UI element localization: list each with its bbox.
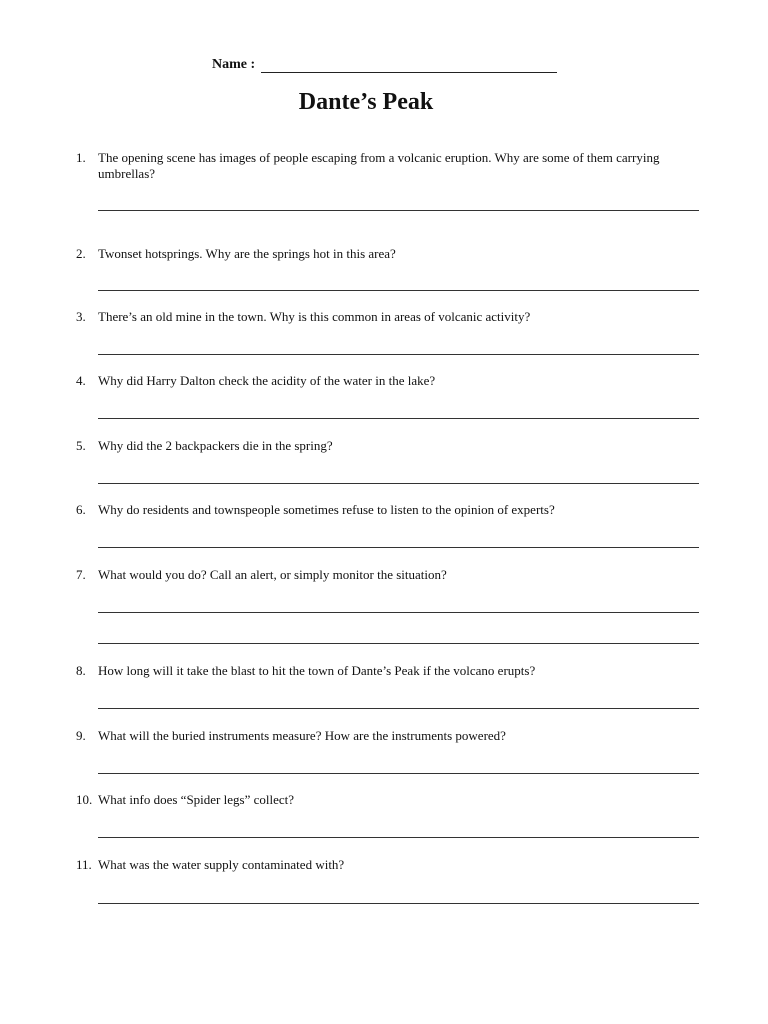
- answer-line: [98, 708, 699, 709]
- question-text: Why did Harry Dalton check the acidity of the water in the lake?: [98, 373, 436, 388]
- answer-line: [98, 547, 699, 548]
- answer-line: [98, 643, 699, 644]
- answer-line: [98, 903, 699, 904]
- question-number: 8.: [76, 663, 86, 678]
- question-number: 10.: [76, 792, 93, 807]
- name-label: Name :: [212, 57, 256, 72]
- name-field-row: [212, 53, 557, 73]
- worksheet-title: Dante’s Peak: [298, 89, 434, 115]
- question-number: 9.: [76, 728, 86, 743]
- answer-line: [98, 210, 699, 211]
- question-number: 1.: [76, 150, 86, 165]
- question-text: There’s an old mine in the town. Why is this common in areas of volcanic activity?: [98, 309, 531, 324]
- question-number: 7.: [76, 567, 86, 582]
- answer-line: [98, 290, 699, 291]
- question-number: 3.: [76, 309, 86, 324]
- question-text: What would you do? Call an alert, or simply monitor the situation?: [98, 567, 447, 582]
- question-number: 11.: [76, 857, 92, 872]
- answer-line: [98, 773, 699, 774]
- question-text: What info does “Spider legs” collect?: [98, 792, 295, 807]
- question-number: 5.: [76, 438, 86, 453]
- question-text: The opening scene has images of people escaping from a volcanic eruption. Why are some of them carrying umbrellas?: [98, 150, 660, 181]
- question-text: Twonset hotsprings. Why are the springs hot in this area?: [98, 246, 396, 261]
- answer-line: [98, 483, 699, 484]
- name-blank-line: [261, 58, 557, 73]
- question-number: 6.: [76, 502, 86, 517]
- answer-line: [98, 354, 699, 355]
- question-text: What will the buried instruments measure? How are the instruments powered?: [98, 728, 506, 743]
- answer-line: [98, 612, 699, 613]
- question-text: Why did the 2 backpackers die in the spring?: [98, 438, 333, 453]
- question-number: 2.: [76, 246, 86, 261]
- answer-line: [98, 418, 699, 419]
- question-number: 4.: [76, 373, 86, 388]
- answer-line: [98, 837, 699, 838]
- question-text: What was the water supply contaminated with?: [98, 857, 345, 872]
- question-text: Why do residents and townspeople sometimes refuse to listen to the opinion of experts?: [98, 502, 555, 517]
- question-text: How long will it take the blast to hit the town of Dante’s Peak if the volcano erupts?: [98, 663, 536, 678]
